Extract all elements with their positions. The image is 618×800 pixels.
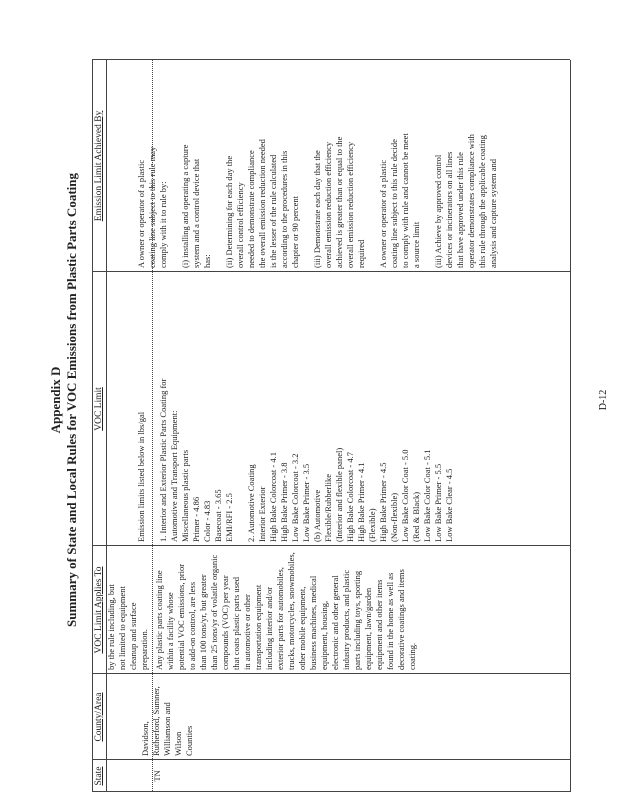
achieved-line: the overall emission reduction needed: [257, 139, 267, 268]
applies-line: parts including toys, sporting: [352, 570, 362, 670]
limit-line: (Non-flexible): [389, 492, 399, 542]
limit-line: (b) Automotive: [312, 489, 322, 542]
achieved-line: is the lesser of the rule calculated: [268, 154, 278, 268]
achieved-line: that have approved under this rule: [455, 152, 465, 268]
county-line: Counties: [184, 725, 194, 756]
appendix-subtitle: Summary of State and Local Rules for VOC Emissions from Plastic Parts Coating: [64, 173, 79, 628]
achieved-line: [367, 64, 378, 268]
achieved-cell: [134, 60, 501, 272]
county-column: [92, 674, 570, 760]
applies-line: industry products, and plastic: [341, 569, 351, 670]
state-cell: TN: [152, 770, 162, 782]
limit-line: Automotive and Transport Equipment:: [169, 410, 179, 542]
achieved-line: (ii) Determining for each day the: [224, 155, 234, 268]
applies-column: [92, 546, 570, 674]
applies-header: VOC Limit Applies To: [94, 566, 104, 654]
achieved-line: overall emission reduction efficiency: [345, 141, 355, 268]
applies-line: cleanup and surface: [128, 602, 138, 670]
applies-line: business machines, medical: [308, 575, 318, 670]
limit-line: (Red & Black): [411, 491, 421, 542]
applies-line: coating.: [407, 642, 417, 670]
applies-line: that coats plastic parts used: [231, 576, 241, 670]
limit-line: Low Bake Clear - 4.5: [444, 468, 454, 542]
page-number: D-12: [598, 389, 609, 411]
limit-line: Primer - 4.86: [191, 496, 201, 542]
applies-line: transportation equipment: [253, 584, 263, 670]
limit-line: [235, 276, 246, 542]
applies-line: trucks, motorcycles, snowmobiles,: [286, 552, 296, 670]
achieved-line: overall control efficiency: [235, 182, 245, 268]
applies-line: decorative coatings and items: [396, 569, 406, 670]
limit-line: Low Bake Primer - 5.5: [433, 463, 443, 542]
achieved-line: devices or incinerators on all lines: [444, 151, 454, 268]
applies-line: equipment, housing,: [319, 600, 329, 670]
limit-header: VOC Limit: [94, 387, 104, 431]
achieved-line: a source limit: [411, 221, 421, 268]
limit-column: [92, 272, 570, 546]
limit-line: High Bake Colorcoat - 4.7: [345, 452, 355, 542]
limit-line: Flexible/Rubberlike: [323, 474, 333, 542]
applies-line: equipment and other items: [374, 579, 384, 670]
achieved-line: A owner or operator of a plastic: [136, 159, 146, 268]
limit-line: Miscellaneous plastic parts: [180, 449, 190, 542]
limit-line: Low Bake Color Coat - 5.0: [400, 449, 410, 542]
limit-line: 1. Interior and Exterior Plastic Parts Coating for: [158, 378, 168, 542]
achieved-line: this rule through the applicable coating: [477, 135, 487, 268]
limit-line: High Bake Primer - 3.8: [279, 462, 289, 542]
limit-line: High Bake Primer - 4.5: [378, 462, 388, 542]
achieved-line: analysis and capture system and: [488, 158, 498, 268]
achieved-line: operator demonstrates compliance with: [466, 134, 476, 268]
limit-line: Interior Exterior: [257, 486, 267, 542]
applies-line: equipment, lawn/garden: [363, 587, 373, 670]
achieved-line: achieved is greater than or equal to the: [334, 136, 344, 268]
limit-line: (Interior and flexible panel): [334, 447, 344, 542]
limit-line: Low Bake Colorcoat - 3.2: [290, 453, 300, 542]
applies-line: within a facility whose: [165, 592, 175, 670]
applies-line: other mobile equipment,: [297, 586, 307, 670]
limit-line: Emission limits listed below in lbs/gal: [136, 411, 146, 542]
applies-line: compounds (VOC) per year: [220, 575, 230, 670]
limit-line: High Bake Colorcoat - 4.1: [268, 452, 278, 542]
header-rule: [106, 60, 107, 792]
achieved-line: needed to demonstrate compliance: [246, 150, 256, 268]
applies-line: in automotive or other: [242, 594, 252, 670]
limit-line: 2. Automotive Coating: [246, 464, 256, 542]
applies-continued-cell: [104, 546, 152, 674]
county-header: County/Area: [94, 692, 104, 742]
achieved-line: system and a control device that: [191, 158, 201, 268]
achieved-line: (iii) Achieve by approved control: [433, 154, 443, 268]
achieved-column: [92, 60, 570, 272]
county-line: Rutherford, Sumner,: [151, 686, 161, 756]
county-line: Davidson,: [140, 721, 150, 756]
applies-line: preparation.: [139, 629, 149, 670]
achieved-line: overall emission reduction efficiency: [323, 141, 333, 268]
achieved-line: comply with it to rule by:: [158, 181, 168, 268]
appendix-title: Appendix D: [48, 366, 63, 434]
applies-line: exterior parts for automobiles,: [275, 567, 285, 670]
applies-line: found in the home as well as: [385, 572, 395, 670]
achieved-line: chapter or 90 percent: [290, 196, 300, 268]
voc-rules-table: [92, 60, 570, 792]
applies-line: than 25 tons/yr of volatile organic: [209, 554, 219, 670]
achieved-line: A owner or operator of a plastic: [378, 159, 388, 268]
achieved-line: [301, 64, 312, 268]
limit-line: (Flexible): [367, 508, 377, 542]
limit-line: Basecoat - 3.65: [213, 489, 223, 542]
applies-line: by the rule including, but: [106, 584, 116, 670]
limit-cell: [134, 272, 457, 546]
limit-line: High Bake Primer - 4.1: [356, 462, 366, 542]
applies-line: not limited to equipment: [117, 586, 127, 670]
achieved-line: (iii) Demonstrate each day that the: [312, 150, 322, 268]
achieved-line: coating line subject to this rule may: [147, 146, 157, 268]
applies-line: including interior and/or: [264, 586, 274, 670]
applies-line: electronic and other general: [330, 575, 340, 670]
county-cell: [138, 674, 197, 760]
limit-line: Low Bake Primer - 3.5: [301, 463, 311, 542]
achieved-line: to comply with rule and cannot be meet: [400, 133, 410, 268]
applies-line: potential VOC emissions, prior: [176, 563, 186, 670]
table-border-bottom: [570, 60, 571, 792]
limit-line: Color - 4.83: [202, 500, 212, 542]
achieved-line: [422, 64, 433, 268]
achieved-line: [169, 64, 180, 268]
limit-line: EMI/RFI - 2.5: [224, 493, 234, 542]
state-header: State: [94, 766, 104, 786]
applies-line: to add-on control, are less: [187, 581, 197, 670]
applies-line: Any plastic parts coating line: [154, 570, 164, 670]
achieved-line: [213, 64, 224, 268]
achieved-line: according to the procedures in this: [279, 150, 289, 268]
applies-line: than 100 tons/yr, but greater: [198, 574, 208, 670]
applies-cell: [152, 546, 420, 674]
achieved-header: Emission Limit Achieved By: [94, 110, 104, 222]
achieved-line: coating line subject to this rule decide: [389, 139, 399, 268]
row-separator: [152, 60, 153, 792]
achieved-line: (i) installing and operating a capture: [180, 144, 190, 268]
achieved-line: required: [356, 239, 366, 268]
state-column: [92, 760, 570, 792]
achieved-line: has:: [202, 254, 212, 268]
limit-line: Low Bake Color Coat - 5.1: [422, 449, 432, 542]
county-line: Williamson and Wilson: [162, 700, 183, 756]
